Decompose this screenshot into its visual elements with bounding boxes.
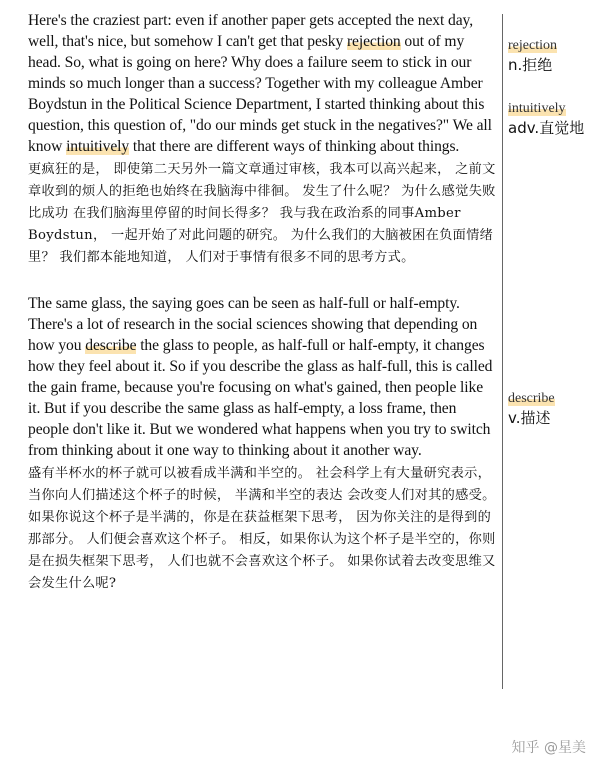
paragraph-2-english: The same glass, the saying goes can be seen as half-full or half-empty. There's a lot of research in the social sciences showing that depending on how you describe the glass to people, as half-full or half-empty, it changes how they feel about it. So if you describe the glass as half-full, this is called the gain frame, because you're focusing on what's gained, then people like it. But if you describe the same glass as half-empty, a loss frame, then people don't like it. But we wondered what happens when you try to switch from thinking about it one way to thinking about it another way. <box>28 295 493 459</box>
glossary-entry-rejection <box>508 37 557 75</box>
margin-divider <box>502 14 503 689</box>
highlight-describe: describe <box>85 337 137 354</box>
glossary-meaning: v.描述 <box>508 409 551 427</box>
glossary-meaning: n.拒绝 <box>508 56 553 74</box>
paragraph-1-chinese: 更疯狂的是， 即使第二天另外一篇文章通过审核，我本可以高兴起来， 之前文章收到的烦人的拒绝也始终在我脑海中徘徊。 发生了什么呢？ 为什么感觉失败比成功 在我们脑海里停留的时间长得多？ 我与我在政治系的同事Amber Boydstun， 一起开始了对此问题的研究。 为什么我们的大脑被困在负面情绪里？ 我们都本能地知道， 人们对于事情有很多不同的思考方式。 <box>28 162 496 265</box>
glossary-entry-intuitively <box>508 100 584 138</box>
glossary-word: describe <box>508 391 555 406</box>
highlight-rejection: rejection <box>346 33 401 50</box>
glossary-word: rejection <box>508 38 557 53</box>
paragraph-1-english: Here's the craziest part: even if another paper gets accepted the next day, well, that's nice, but somehow I can't get that pesky rejection out of my head. So, what is going on here? Why does a failure seem to stick in our minds so much longer than a success? Together with my colleague Amber Boydstun in the Political Science Department, I started thinking about this question, this question of, "do our minds get stuck in the negatives?" We all know intuitively that there are different ways of thinking about things. <box>28 12 492 155</box>
glossary-entry-describe <box>508 390 555 428</box>
main-text-column <box>28 10 496 595</box>
highlight-intuitively: intuitively <box>66 138 130 155</box>
paragraph-2-chinese: 盛有半杯水的杯子就可以被看成半满和半空的。 社会科学上有大量研究表示， 当你向人们描述这个杯子的时候， 半满和半空的表达 会改变人们对其的感受。 如果你说这个杯子是半满的，你是在获益框架下思考， 因为你关注的是得到的那部分。 人们便会喜欢这个杯子。 相反，如果你认为这个杯子是半空的，你则是在损失框架下思考， 人们也就不会喜欢这个杯子。 如果你试着去改变思维又会发生什么呢? <box>28 466 496 591</box>
watermark: 知乎 @星美 <box>511 740 586 756</box>
glossary-word: intuitively <box>508 101 566 116</box>
glossary-meaning: adv.直觉地 <box>508 119 585 137</box>
